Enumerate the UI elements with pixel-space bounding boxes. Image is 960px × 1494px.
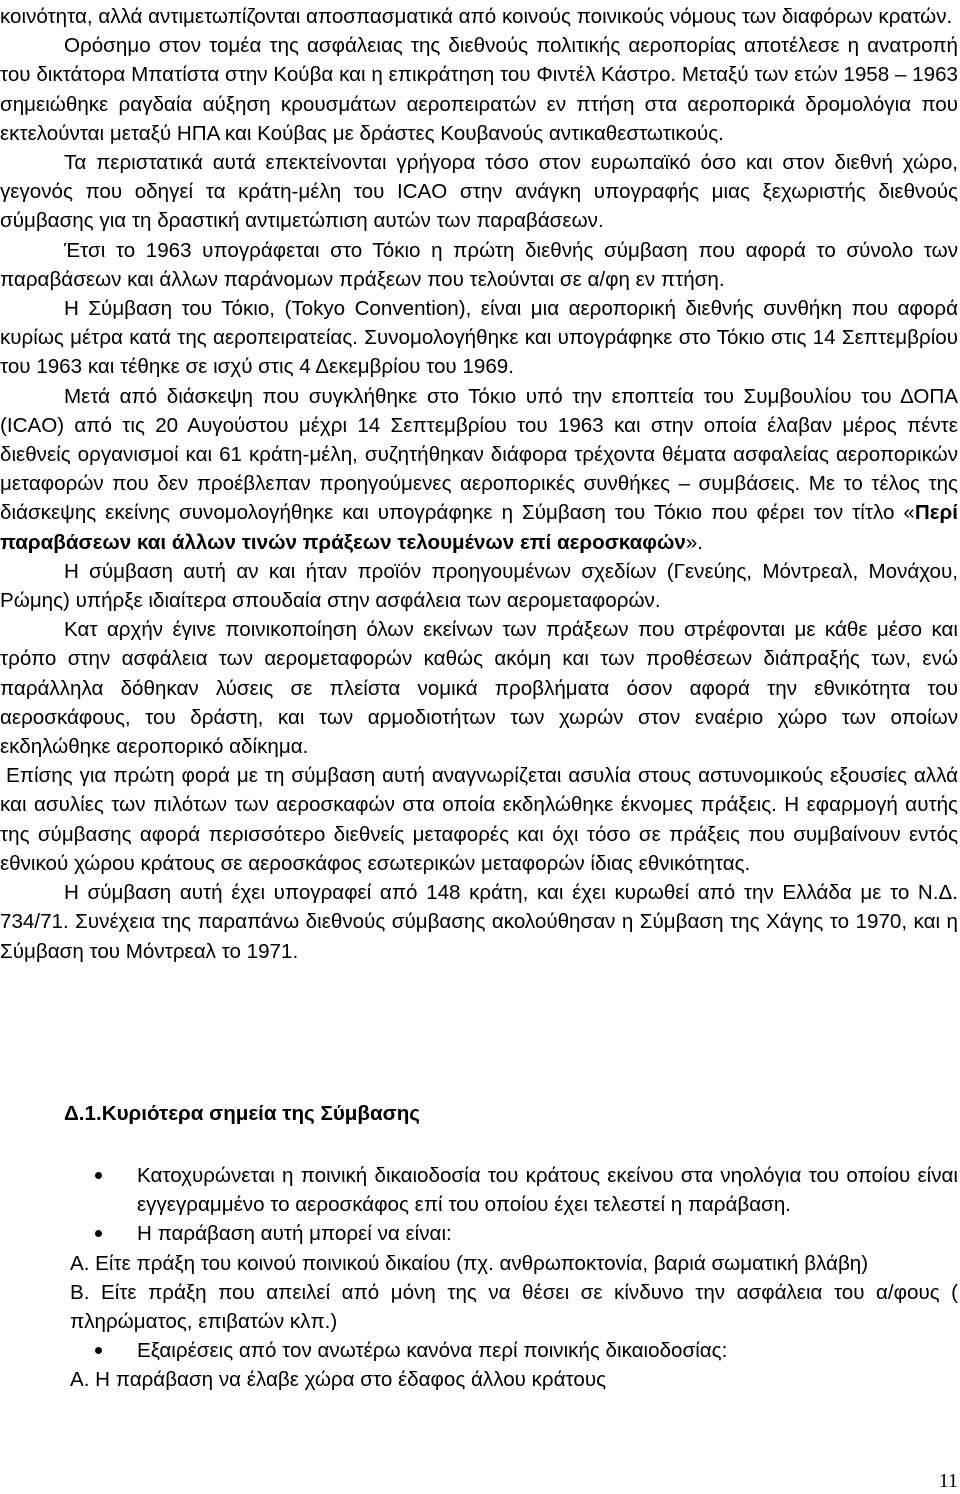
bullet-icon: [95, 1172, 102, 1179]
list-item-text: Εξαιρέσεις από τον ανωτέρω κανόνα περί ποινικής δικαιοδοσίας:: [137, 1339, 728, 1363]
paragraph-6-text: Μετά από διάσκεψη που συγκλήθηκε στο Τόκιο υπό την εποπτεία του Συμβουλίου του ΔΟΠΑ (ICAO) από τις 20 Αυγούστου μέχρι 14 Σεπτεμβρίου του 1963 και στην οποία έλαβαν μέρος πέντε διεθνείς οργανισμοί και 61 κράτη-μέλη, συζητήθηκαν διάφορα τρέχοντα θέματα ασφαλείας αεροπορικών μεταφορών που δεν προέβλεπαν προηγούμενες αεροπορικές συνθήκες – συμβάσεις. Με το τέλος της διάσκεψης εκείνης συνομολογήθηκε και υπογράφηκε η Σύμβαση του Τόκιο που φέρει τον τίτλο «: [0, 384, 958, 525]
paragraph-10: Η σύμβαση αυτή έχει υπογραφεί από 148 κράτη, και έχει κυρωθεί από την Ελλάδα με το Ν.Δ. 734/71. Συνέχεια της παραπάνω διεθνούς σύμβασης ακολούθησαν η Σύμβαση της Χάγης το 1970, και η Σύμβαση του Μόντρεαλ το 1971.: [0, 881, 958, 963]
paragraph-1: κοινότητα, αλλά αντιμετωπίζονται αποσπασματικά από κοινούς ποινικούς νόμους των διαφόρων κρατών.: [0, 5, 953, 28]
paragraph-2: Ορόσημο στον τομέα της ασφάλειας της διεθνούς πολιτικής αεροπορίας αποτέλεσε η ανατροπή του δικτάτορα Μπατίστα στην Κούβα και η επικράτηση του Φιντέλ Κάστρο. Μεταξύ των ετών 1958 – 1963 σημειώθηκε ραγδαία αύξηση κρουσμάτων αεροπειρατών εν πτήση στα αεροπορικά δρομολόγια που εκτελούνται μεταξύ ΗΠΑ και Κούβας με δράστες Κουβανούς αντικαθεστωτικούς.: [0, 34, 958, 145]
list-subitem: Β. Είτε πράξη που απειλεί από μόνη της να θέσει σε κίνδυνο την ασφάλεια του α/φους ( πληρώματος, επιβατών κλπ.): [70, 1280, 958, 1334]
convention-title: Περί παραβάσεων και άλλων τινών πράξεων τελουμένων επί αεροσκαφών: [0, 501, 958, 554]
paragraph-3: Τα περιστατικά αυτά επεκτείνονται γρήγορα τόσο στον ευρωπαϊκό όσο και στον διεθνή χώρο, γεγονός που οδηγεί τα κράτη-μέλη του ICAO στην ανάγκη υπογραφής μιας ξεχωριστής διεθνούς σύμβασης για τη δραστική αντιμετώπιση αυτών των παραβάσεων.: [0, 151, 958, 233]
bullet-list: [0, 1161, 958, 1395]
list-item: [0, 1161, 958, 1219]
list-item: [0, 1336, 958, 1365]
paragraph-6-suffix: ».: [685, 530, 704, 554]
paragraph-5: Η Σύμβαση του Τόκιο, (Tokyo Convention), είναι μια αεροπορική διεθνής συνθήκη που αφορά κυρίως μέτρα κατά της αεροπειρατείας. Συνομολογήθηκε και υπογράφηκε στο Τόκιο στις 14 Σεπτεμβρίου του 1963 και τέθηκε σε ισχύ στις 4 Δεκεμβρίου του 1969.: [0, 297, 958, 379]
page-number: 11: [938, 1470, 958, 1492]
paragraph-8: Κατ αρχήν έγινε ποινικοποίηση όλων εκείνων των πράξεων που στρέφονται με κάθε μέσο και τρόπο στην ασφάλεια των αερομεταφορών καθώς ακόμη και των προθέσεων διάπραξής των, ενώ παράλληλα δόθηκαν λύσεις σε πλείστα νομικά προβλήματα όσον αφορά την εθνικότητα του αεροσκάφους, του δράστη, και των αρμοδιοτήτων των χωρών στον εναέριο χώρο των οποίων εκδηλώθηκε αεροπορικό αδίκημα.: [0, 618, 958, 759]
list-item: [0, 1219, 958, 1248]
paragraph-9: Επίσης για πρώτη φορά με τη σύμβαση αυτή αναγνωρίζεται ασυλία στους αστυνομικούς εξουσίες αλλά και ασυλίες των πιλότων των αεροσκαφών στα οποία εκδηλώθηκε έκνομες πράξεις. Η εφαρμογή αυτής της σύμβασης αφορά περισσότερο διεθνείς μεταφορές και όχι τόσο σε πράξεις που συμβαίνουν εντός εθνικού χώρου κράτους σε αεροσκάφος εσωτερικών μεταφορών ίδιας εθνικότητας.: [0, 764, 958, 875]
paragraph-7: Η σύμβαση αυτή αν και ήταν προϊόν προηγουμένων σχεδίων (Γενεύης, Μόντρεαλ, Μονάχου, Ρώμης) υπήρξε ιδιαίτερα σπουδαία στην ασφάλεια των αερομεταφορών.: [0, 559, 958, 613]
section-heading: Δ.1.Κυριότερα σημεία της Σύμβασης: [64, 1102, 421, 1125]
paragraph-6: [0, 382, 958, 557]
list-item-text: Η παράβαση αυτή μπορεί να είναι:: [137, 1222, 452, 1246]
list-subitem: Α. Η παράβαση να έλαβε χώρα στο έδαφος άλλου κράτους: [70, 1368, 607, 1392]
body-text: [0, 2, 958, 966]
list-item-text: Κατοχυρώνεται η ποινική δικαιοδοσία του κράτους εκείνου στα νηολόγια του οποίου είναι εγγεγραμμένο το αεροσκάφος επί του οποίου έχει τελεστεί η παράβαση.: [137, 1164, 958, 1217]
list-subitem: Α. Είτε πράξη του κοινού ποινικού δικαίου (πχ. ανθρωποκτονία, βαριά σωματική βλάβη): [70, 1251, 869, 1275]
paragraph-4: Έτσι το 1963 υπογράφεται στο Τόκιο η πρώτη διεθνής σύμβαση που αφορά το σύνολο των παραβάσεων και άλλων παράνομων πράξεων που τελούνται σε α/φη εν πτήση.: [0, 238, 958, 291]
